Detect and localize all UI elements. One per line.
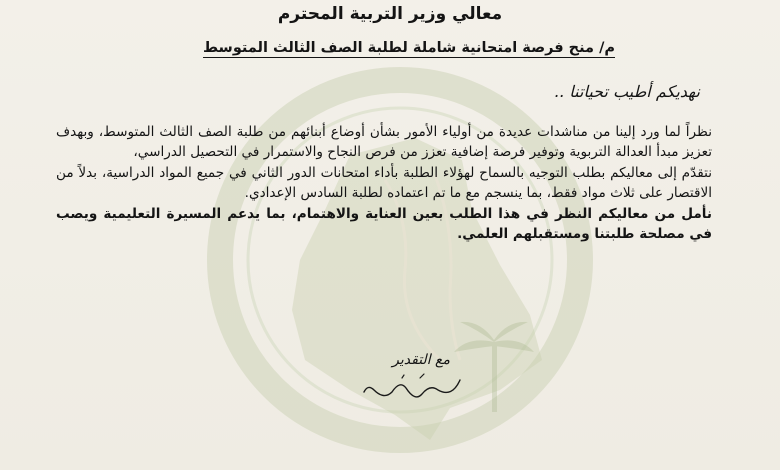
- body-paragraph: نظراً لما ورد إلينا من مناشدات عديدة من أولياء الأمور بشأن أوضاع أبنائهم من طلبة الصف الثالث المتوسط، وبهدف تعزيز مبدأ العدالة التربوية وتوفير فرصة إضافية تعزز من فرص النجاح والاستمرار في التحصيل الدراسي،: [56, 124, 712, 161]
- recipient-heading: معالي وزير التربية المحترم: [277, 4, 503, 24]
- greeting-line: نهديكم أطيب تحياتنا ..: [554, 82, 700, 101]
- signature-icon: [360, 372, 470, 404]
- subject-line: م/ منح فرصة امتحانية شاملة لطلبة الصف الثالث المتوسط: [203, 40, 615, 56]
- body-paragraph: نأمل من معاليكم النظر في هذا الطلب بعين العناية والاهتمام، بما يدعم المسيرة التعليمية ويصب في مصلحة طلبتنا ومستقبلهم العلمي.: [56, 205, 712, 243]
- letter-body: [56, 122, 712, 244]
- closing-line: مع التقدير: [392, 352, 450, 368]
- body-paragraph: نتقدّم إلى معاليكم بطلب التوجيه بالسماح لهؤلاء الطلبة بأداء امتحانات الدور الثاني في جميع المواد الدراسية، بدلاً من الاقتصار على ثلاث مواد فقط، بما ينسجم مع ما تم اعتماده لطلبة السادس الإعدادي.: [56, 164, 712, 202]
